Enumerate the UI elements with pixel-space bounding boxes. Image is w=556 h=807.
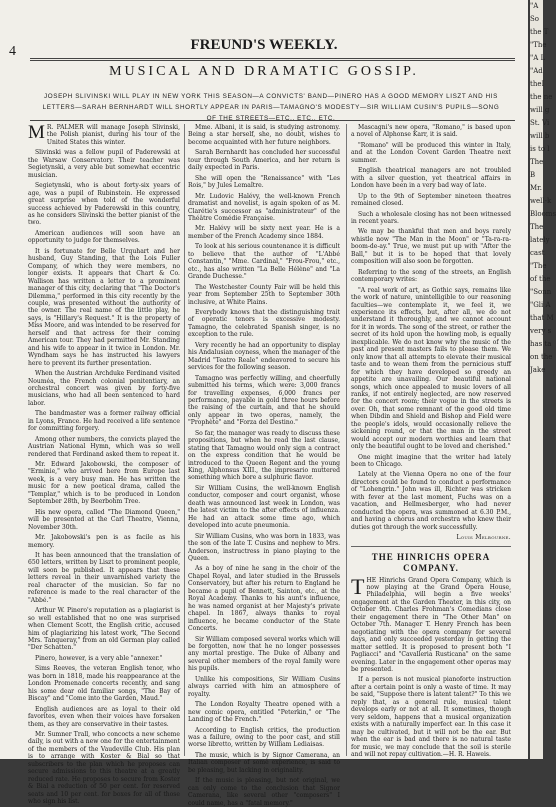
paragraph-text: HE Hinrichs Grand Opera Company, which is now playing at the Grand Opera House, Philadelphia, will begin a five weeks' engagement at the Garden Theater, in this city, on October 9th. Charles Frohman's Comedians close their engagement there in "The Other Man" on October 7th. Manager T. Henry French has been negotiating with the opera company for several days, and only succeeded yesterday in getting the matter settled. It is proposed to present both "I Pagliacci" and "Cavalleria Rusticana" on the same evening. Later in the engagement other operas may be presented. <box>351 576 511 673</box>
paragraph-text: Everybody knows that the distinguishing trait of operatic tenors is excessive modesty. Tamagno, the celebrated Spanish singer, is no exception to the rule. <box>188 308 340 339</box>
col2-paragraph <box>188 727 340 749</box>
col3-paragraph <box>351 269 511 284</box>
paragraph-text: It has been announced that the translation of 650 letters, written by Liszt to prominent people, will soon be published. It appears that these letters reveal in their unvarnished variety the real character of the musician. So far no reference is made to the real character of the "Abbé." <box>28 552 180 604</box>
col1-paragraph <box>28 370 180 407</box>
sliver-fragment: "Sonn <box>530 288 552 296</box>
paragraph-text: Arthur W. Pinero's reputation as a plagiarist is so well established that no one was surprised when Clement Scott, the English critic, accused him of plagiarizing his latest work, "The Second Mrs. Tanqueray," from an old German play called "Der Schatten." <box>28 607 180 652</box>
drop-cap: M <box>28 122 45 143</box>
col2-paragraph <box>188 309 340 339</box>
sliver-fragment: has ta <box>530 340 552 348</box>
sliver-fragment: of the <box>530 275 551 283</box>
paragraph-text: Tamagno was perfectly willing, and cheerfully submitted his terms, which were: 3,000 francs for travelling expenses, 6,000 francs per performance, payable in gold three hours before the raising of the curtain, and that he should only appear in two operas, namely, the "Prophète" and "Forza del Destino." <box>188 374 340 427</box>
paragraph-text: One might imagine that the writer had lately been to Chicago. <box>351 453 511 469</box>
col2-paragraph <box>188 701 340 723</box>
paragraph-text: Mr. Edward Jakobowski, the composer of "Erminie," who arrived here from Europe last week, is a very busy man. He has written the music for a new poetical drama, called the "Templar," which is to be produced in London September 28th, by Beerbohm Tree. <box>28 461 180 506</box>
column-3-body <box>351 124 511 542</box>
paragraph-text: Mr. Halévy will be sixty next year. He is a member of the French Academy since 1884. <box>188 225 340 240</box>
sliver-fragment: theI <box>530 80 545 88</box>
col1-paragraph <box>28 124 180 146</box>
header-rule-bottom <box>30 60 515 61</box>
paragraph-text: It is fortunate for Belle Urquhart and her husband, Guy Standing, that the Lois Fuller Company, of which they were members, no longer exists. It appears that Chart & Co. Wallison has written a letter to a prominent manager of this city, declaring that "The Doctor's Dilemma," performed in this city recently by the couple, was presented without the authority of the owner. The real name of the little play, he says, is "Hillary's Request." It is the property of Miss Moore, and was intended to be reserved for herself and that actress for their coming American tour. They had permitted Mr. Standing and his wife to appear in it twice in London. Mr. Wyndham says he has instructed his lawyers here to prevent its further presentation. <box>28 247 180 367</box>
col3-paragraph <box>351 228 511 265</box>
col2-paragraph <box>188 676 340 698</box>
column-1 <box>28 122 180 806</box>
paragraph-text: When the Austrian Archduke Ferdinand visited Nouméa, the French colonial penitentiary, an orchestral concert was given by forty-five musicians, who had all been sentenced to hard labor. <box>28 370 180 407</box>
paragraph-text: Slivinski was a fellow pupil of Paderewski at the Warsaw Conservatory. Their teacher was Segietynski, a very able but somewhat eccentric musician. <box>28 149 180 179</box>
col1-paragraph <box>28 248 180 367</box>
col1-paragraph <box>28 706 180 728</box>
paragraph-text: Lately at the Vienna Opera no one of the four directors could be found to conduct a performance of "Lohengrin." John was ill, Richter was stricken with fever at the last moment, Fuchs was on a vacation, and Hellmesberger, who had never conducted the opera, was summoned at 6.30 P.M., and having a chorus and orchestra who knew their duties got through the work successfully. <box>351 471 511 531</box>
paragraph-text: Mascagni's new opera, "Romano," is based upon a novel of Alphonse Karr, it is said. <box>351 124 511 139</box>
paragraph-text: Segietynski, who is about forty-six years of age, was a pupil of Rubinstein. He expressed great surprise when told of the wonderful success achieved by Paderewski in this country, as he considers Slivinski the better pianist of the two. <box>28 182 180 227</box>
sliver-fragment: St. Vi <box>530 119 550 127</box>
col3-paragraph <box>351 454 511 469</box>
sliver-fragment: that M <box>530 314 554 322</box>
paragraph-text: Sir William Cusins, the well-known English conductor, composer and court organist, whose death was announced last week in London, was the latest victim to the after effects of influenza. He had an attack some time ago, which developed into acute pneumonia. <box>188 484 340 530</box>
paragraph-text: Referring to the song of the streets, an English contemporary writes: <box>351 268 511 284</box>
col1-paragraph <box>28 552 180 604</box>
sliver-fragment: "A L <box>530 54 546 62</box>
col1-paragraph <box>28 149 180 179</box>
article-title: MUSICAL AND DRAMATIC GOSSIP. <box>109 64 419 79</box>
col2-paragraph <box>188 243 340 280</box>
sliver-fragment: the T <box>530 28 549 36</box>
sliver-fragment: "Ad <box>530 67 543 75</box>
column-divider-2 <box>346 124 347 756</box>
paragraph-text: Mr. Jakobowski's pen is as facile as his memory. <box>28 534 180 549</box>
col1-paragraph <box>28 607 180 652</box>
paragraph-text: If a person is not musical pianoforte instruction after a certain point is only a waste of time. It may be said, "Suppose there is latent talent?" To this we reply that, as a general rule, musical talent develops early or not at all. It sometimes, though very seldom, happens that a musical organization exists with a naturally imperfect ear. In this case it may be cultivated, but it will not be the ear. But when the ear is bad and there is no natural taste for music, we may conclude that the soil is sterile and will not repay cultivation.—H. R. Haweis. <box>351 676 511 758</box>
sliver-fragment: will b <box>530 132 550 140</box>
col2-paragraph <box>188 777 340 807</box>
col2-paragraph <box>188 375 340 427</box>
hinrichs-heading: THE HINRICHS OPERA COMPANY. <box>371 551 491 573</box>
paragraph-text: "Romano" will be produced this winter in Italy, and at the London Covent Garden Theatre next summer. <box>351 141 511 164</box>
sliver-fragment: Jake <box>530 366 546 374</box>
paragraph-text: The London Royalty Theatre opened with a new comic opera, entitled "Peterkin," or "The Landing of the French." <box>188 701 340 724</box>
paragraph-text: "A real work of art, as Gothic says, remains like the work of nature, unintelligible to our reasoning faculties—we contemplate it, we feel it, we experience its effects, but, after all, we do not understand it thoroughly, and we cannot account for it in words. The song of the street, or rather the secret of its hold upon the howling mob, is equally inexplicable. We do not know why the music of the past and present masters fails to please them. We only know that all attempts to elevate their musical taste and to wean them from the pernicious stuff for which they have developed so greedy an appetite are unavailing. Our beautiful national songs, which once appealed to music lovers of all ranks, if not entirely neglected, are now reserved for the concert room; their vogue in the streets is over. Oh, that some remnant of the good old time when Dibdin and Shield and Bishop and Field were the people's idols, would occasionally relieve the sickening round, or that the man in the street would accept our modern worthies and learn that only the beautiful ought to be loved and cherished." <box>351 286 511 451</box>
adjacent-page-edge <box>530 0 556 759</box>
paragraph-text: If the music is pleasing, but not original, we can only come to the conclusion that Signor Camerana, like several other "composers" I could name, has a "fatal memory." <box>188 777 340 807</box>
sliver-fragment: lately <box>530 236 550 244</box>
paragraph-text: So far, the manager was ready to discuss these propositions, but when he read the last clause, stating that Tamagno would only sign a contract on the express condition that he would be introduced to the Queen Regent and the young King, Alphonsus XIII., the impresario muttered something which bore a sulphuric flavor. <box>188 429 340 482</box>
paragraph-text: Mr. Ludovic Halévy, the well-known French dramatist and novelist, is again spoken of as M. Clarétie's successor as "administrateur" of the Théâtre Comédie Française. <box>188 192 340 222</box>
col3-paragraph <box>351 124 511 139</box>
col2-paragraph <box>188 225 340 240</box>
paragraph-text: We may be thankful that men and boys rarely whistle now "The Man in the Moon" or "Ta-ra-ra-boom-de-ay." True, we must put up with "After the Ball," but it is to be hoped that that lovely composition will also soon be forgotten. <box>351 228 511 266</box>
hinrichs-paragraph <box>351 676 511 758</box>
paragraph-text: English theatrical managers are not troubled with a silver question, yet theatrical affairs in London have been in a very bad way of late. <box>351 167 511 190</box>
hinrichs-rule <box>351 546 511 547</box>
sliver-fragment: "Gli A <box>530 301 551 309</box>
col3-paragraph <box>351 287 511 451</box>
paragraph-text: Sims Reeves, the veteran English tenor, who was born in 1818, made his reappearance at the London Promenade concerts recently, and sang his some dear old familiar songs, "The Bay of Biscay" and "Come into the Garden, Maud." <box>28 665 180 703</box>
paragraph-text: Sarah Bernhardt has concluded her successful tour through South America, and her return is daily expected in Paris. <box>188 149 340 172</box>
col1-paragraph <box>28 461 180 506</box>
subtitle-rule <box>30 120 515 121</box>
sliver-fragment: Blooms <box>530 210 556 218</box>
col1-paragraph <box>28 230 180 245</box>
col3-paragraph <box>351 142 511 164</box>
hinrichs-body <box>351 573 511 759</box>
sliver-fragment: So <box>530 15 540 23</box>
paragraph-text: Mme. Albani, it is said, is studying astronomy. Being a star herself, she, no doubt, wishes to become acquainted with her future neighbors. <box>188 124 340 146</box>
paragraph-text: Unlike his compositions, Sir William Cusins always carried with him an atmosphere of royalty. <box>188 675 340 698</box>
paragraph-text: R. PALMER will manage Joseph Slivinski, the Polish pianist, during his tour of the United States this winter. <box>46 124 180 146</box>
col2-paragraph <box>188 533 340 563</box>
hinrichs-paragraph <box>351 573 511 674</box>
sliver-fragment: Mr. <box>530 184 542 192</box>
sliver-fragment: "The <box>530 41 547 49</box>
col2-paragraph <box>188 485 340 530</box>
col3-paragraph <box>351 211 511 226</box>
col2-paragraph <box>188 752 340 774</box>
sliver-fragment: The <box>530 223 544 231</box>
sliver-fragment: the ne <box>530 93 553 101</box>
paragraph-text: Sir William composed several works which will be forgotten, now that he no longer possesses any mortal prestige. The Duke of Albany and several other members of the royal family were his pupils. <box>188 635 340 673</box>
col1-paragraph <box>28 731 180 806</box>
sliver-fragment: "The <box>530 262 547 270</box>
col2-paragraph <box>188 342 340 372</box>
paragraph-text: The music, which is by Signor Camerana, an Italian composer of some experience, is said to be pleasing, but lacking in originality. <box>188 751 340 774</box>
article-subtitle: JOSEPH SLIVINSKI WILL PLAY IN NEW YORK THIS SEASON—A CONVICTS' BAND—PINERO HAS A GOOD MEMORY LISZT AND HIS LETTERS—SARAH BERNHARDT WILL SHORTLY APPEAR IN PARIS—TAMAGNO'S MODESTY—SIR WILLIAM CUSIN'S PUPILS—SONG OF THE STREETS—ETC., ETC., ETC. <box>42 93 500 122</box>
paragraph-text: As a boy of nine he sang in the choir of the Chapel Royal, and later studied in the Brussels Conservatory, but after his return to England he became a pupil of Bennett, Sainton, etc., at the Royal Academy. Thanks to his aunt's influence, he was named organist at her Majesty's private chapel. In 1867, always thanks to royal influence, he became conductor of the State Concerts. <box>188 565 340 633</box>
column-3 <box>351 124 511 756</box>
paragraph-text: Sir William Cusins, who was born in 1833, was the son of the late T. Cusins and nephew to Mrs. Anderson, instructress in piano playing to the Queen. <box>188 532 340 563</box>
paragraph-text: To look at his serious countenance it is difficult to believe that the author of "L'Abbé Constantin," "Mme. Cardinal," "Frou-Frou," etc., etc., has also written "La Belle Hélène" and "La Grande Duchesse." <box>188 243 340 281</box>
paragraph-text: The Westchester County Fair will be held this year from September 25th to September 30th inclusive, at White Plains. <box>188 283 340 306</box>
paragraph-text: Mr. Sumner Trall, who concocts a new scheme daily, is out with a new one for the entertainment of the members of the Vaudeville Club. His plan is to arrange with Koster & Bial so that subscribers to the plan which he proposes can secure admissions to this theatre at a greatly reduced rate. He proposes to secure from Koster & Bial a reduction of 50 per cent. for reserved seats and 10 per cent. for boxes for all of those who sign his list. <box>28 730 180 806</box>
col1-paragraph <box>28 436 180 458</box>
col1-paragraph <box>28 410 180 432</box>
drop-cap: T <box>351 573 365 599</box>
col1-paragraph <box>28 182 180 227</box>
paragraph-text: English audiences are as loyal to their old favorites, even when their voices have forsaken them, as they are conservative in their tastes. <box>28 705 180 728</box>
sliver-fragment: is to l <box>530 145 550 153</box>
col3-paragraph <box>351 167 511 189</box>
col2-paragraph <box>188 193 340 223</box>
col1-paragraph <box>28 509 180 531</box>
paragraph-text: She will open the "Renaissance" with "Les Rois," by Jules Lemaître. <box>188 174 340 190</box>
header-rule-top <box>30 58 515 59</box>
sliver-fragment: "A <box>530 2 539 10</box>
sliver-fragment: very s <box>530 327 552 335</box>
sliver-fragment: will g <box>530 106 550 114</box>
paragraph-text: Among other numbers, the convicts played the Austrian National Hymn, which was so well rendered that Ferdinand asked them to repeat it. <box>28 435 180 458</box>
masthead: FREUND'S WEEKLY. <box>190 37 338 53</box>
page-number: 4 <box>9 44 16 59</box>
paragraph-text: Up to the 9th of September nineteen theatres remained closed. <box>351 192 511 208</box>
col1-paragraph <box>28 665 180 702</box>
paragraph-text: Such a wholesale closing has not been witnessed in recent years. <box>351 210 511 225</box>
paragraph-text: The bandmaster was a former railway official in Lyons, France. He had received a life sentence for committing forgery. <box>28 410 180 433</box>
sliver-fragment: well-k <box>530 197 552 205</box>
paragraph-text: According to English critics, the production was a failure, owing to the poor cast, and still worse libretto, written by William Lediaisas. <box>188 726 340 749</box>
col2-paragraph <box>188 284 340 306</box>
col2-paragraph <box>188 430 340 482</box>
col1-paragraph <box>28 534 180 549</box>
paragraph-text: Pinero, however, is a very able "annexer." <box>35 654 163 662</box>
col2-paragraph <box>188 175 340 190</box>
col3-paragraph <box>351 193 511 208</box>
column-divider-1 <box>184 124 185 756</box>
column-2 <box>188 124 340 807</box>
sliver-fragment: on the <box>530 353 553 361</box>
col2-paragraph <box>188 636 340 673</box>
paragraph-text: American audiences will soon have an opportunity to judge for themselves. <box>28 229 180 245</box>
col2-paragraph <box>188 149 340 171</box>
col2-paragraph <box>188 565 340 632</box>
paragraph-text: His new opera, called "The Diamond Queen," will be presented at the Carl Theatre, Vienna, November 30th. <box>28 508 180 531</box>
col3-paragraph <box>351 471 511 531</box>
sliver-fragment: cast <box>530 249 545 257</box>
sliver-fragment: B <box>530 171 536 179</box>
col1-paragraph <box>28 655 180 662</box>
sliver-fragment: The <box>530 158 544 166</box>
col2-paragraph <box>188 124 340 146</box>
signature: Louis Melbourne. <box>456 534 511 542</box>
paragraph-text: Very recently he had an opportunity to display his Andalusian coyness, when the manager of the Madrid "Teatro Reale" endeavored to secure his services for the following season. <box>188 341 340 372</box>
